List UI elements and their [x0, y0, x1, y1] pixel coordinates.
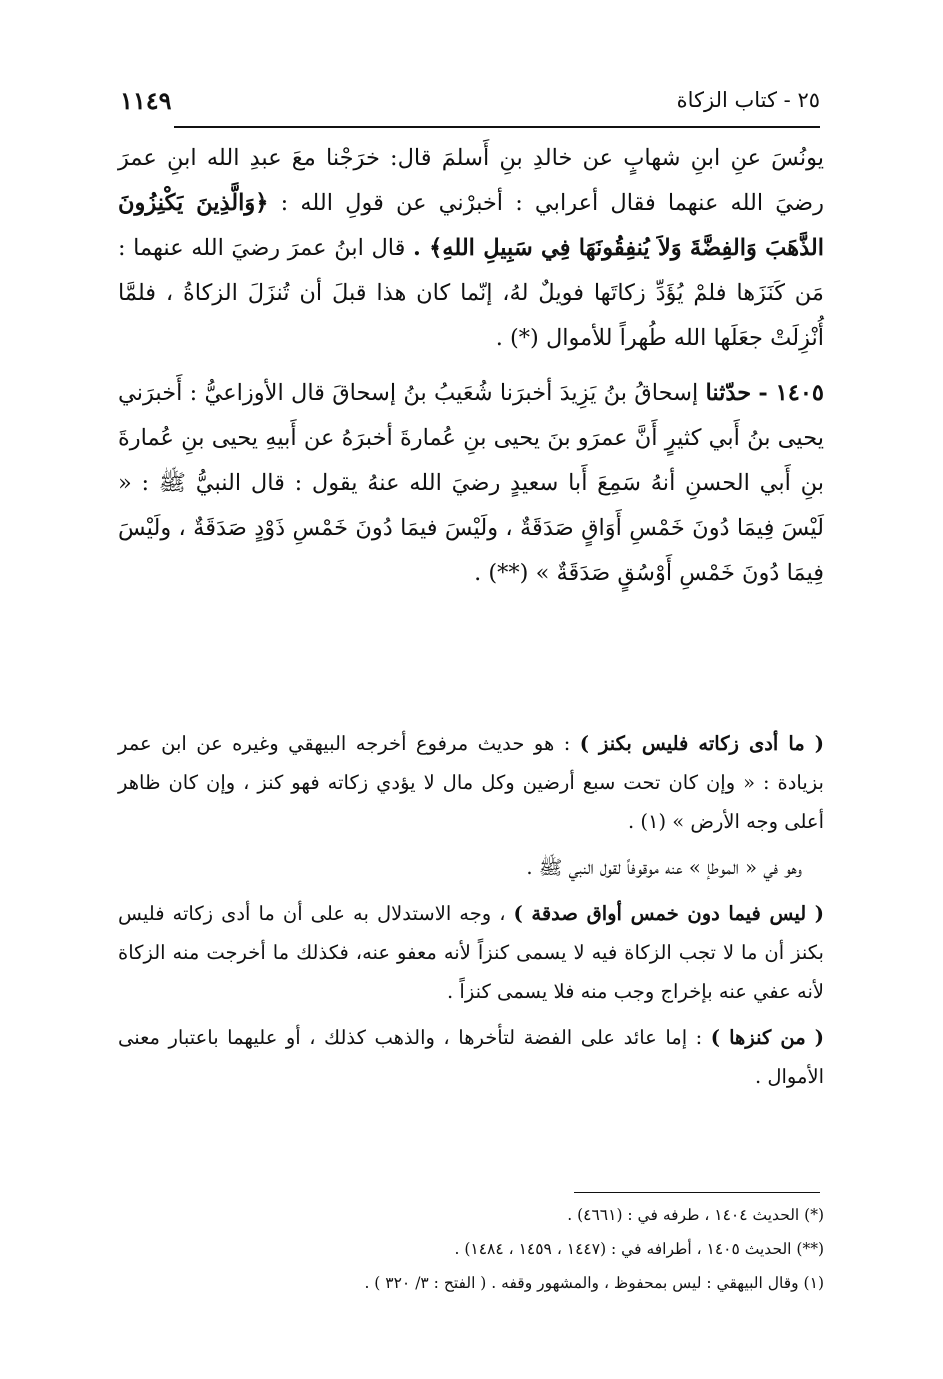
footnote-rule	[574, 1192, 820, 1193]
hadith-1-rest: قال ابنُ عمرَ رضيَ الله عنهما : مَن كَنَزَها فلمْ يُؤَدِّ زكاتَها فويلٌ لهُ، إنّما كان هذا قبلَ أن تُنزَلَ الزكاةُ ، فلمَّا أُنْزِلَتْ جعَلَها الله طُهراً للأموال (*) .	[118, 235, 824, 351]
hadith-1	[118, 136, 824, 361]
hadith-2-text: إسحاقُ بنُ يَزِيدَ أخبرَنا شُعَيبُ بنُ إسحاقَ قال الأوزاعيُّ : أَخبرَني يحيى بنُ أَبي كثيرٍ أَنَّ عمرَو بنَ يحيى بنِ عُمارةَ أخبرَهُ عن أَبيهِ يحيى بنِ عُمارةَ بنِ أَبي الحسنِ أنهُ سَمِعَ أَبا سعيدٍ رضيَ الله عنهُ يقول : قال النبيُّ ﷺ : « لَيْسَ فِيمَا دُونَ خَمْسِ أَوَاقٍ صَدَقَةٌ ، ولَيْسَ فيمَا دُونَ خَمْسِ ذَوْدٍ صَدَقَةٌ ، ولَيْسَ فِيمَا دُونَ خَمْسِ أَوْسُقٍ صَدَقَةٌ » (**) .	[118, 380, 824, 586]
commentary-heading: ( ما أدى زكاته فليس بكنز )	[579, 732, 824, 755]
commentary-text: : هو حديث مرفوع أخرجه البيهقي وغيره عن ابن عمر بزيادة : « وإن كان تحت سبع أرضين وكل مال لا يؤدي زكاته فهو كنز ، وإن كان ظاهر أعلى وجه الأرض » (١) .	[118, 732, 824, 833]
hadith-1-line2: ابنِ عمرَ رضيَ الله عنهما فقال أعرابي : أخبرْني عن قولِ الله :	[118, 145, 824, 216]
page-number: ١١٤٩	[120, 86, 172, 115]
commentary-paragraph	[118, 848, 824, 887]
hadith-lead: حدّثنا	[705, 380, 752, 406]
footnote: (*) الحديث ١٤٠٤ ، طرفه في : (٤٦٦١) .	[567, 1206, 824, 1224]
commentary	[118, 724, 824, 1103]
footnote: (١) وقال البيهقي : ليس بمحفوظ ، والمشهور وقفه . ( الفتح : ٣/ ٣٢٠ ) .	[364, 1274, 824, 1292]
commentary-heading: ( من كنزها )	[710, 1026, 825, 1049]
hadith-1-line1: يونُسَ عنِ ابنِ شهابٍ عن خالدِ بنِ أَسلمَ قال: خرَجْنا معَ عبدِ الله	[206, 145, 824, 171]
footnote: (**) الحديث ١٤٠٥ ، أطرافه في : (١٤٤٧ ، ١٤٥٩ ، ١٤٨٤) .	[454, 1240, 824, 1258]
hadith-number: ١٤٠٥ -	[758, 380, 825, 406]
commentary-paragraph	[118, 724, 824, 841]
commentary-heading: ( ليس فيما دون خمس أواق صدقة )	[513, 902, 824, 925]
commentary-paragraph	[118, 894, 824, 1011]
quran-verse: ﴿وَالَّذِينَ يَكْنِزُونَ الذَّهَبَ وَالفِضَّةَ وَلاَ يُنفِقُونَهَا فِي سَبِيلِ اللهِ﴾ .	[118, 190, 825, 261]
commentary-paragraph	[118, 1018, 824, 1096]
commentary-text: : إما عائد على الفضة لتأخرها ، والذهب كذلك ، أو عليهما باعتبار معنى الأموال .	[118, 1026, 824, 1088]
hadith-2	[118, 371, 824, 596]
hadith-text	[118, 136, 824, 596]
commentary-text: وهو في « الموطإ » عنه موقوفاً لقول النبي ﷺ .	[526, 856, 802, 879]
commentary-text: ، وجه الاستدلال به على أن ما أدى زكاته فليس بكنز أن ما لا تجب الزكاة فيه لا يسمى كنزاً لأنه معفو عنه، فكذلك ما أخرجت منه الزكاة لأنه عفي عنه بإخراج وجب منه فلا يسمى كنزاً .	[118, 902, 824, 1003]
footnotes	[118, 1198, 824, 1300]
page-header	[120, 86, 820, 122]
header-rule	[174, 126, 820, 128]
chapter-title: ٢٥ - كتاب الزكاة	[676, 88, 820, 112]
